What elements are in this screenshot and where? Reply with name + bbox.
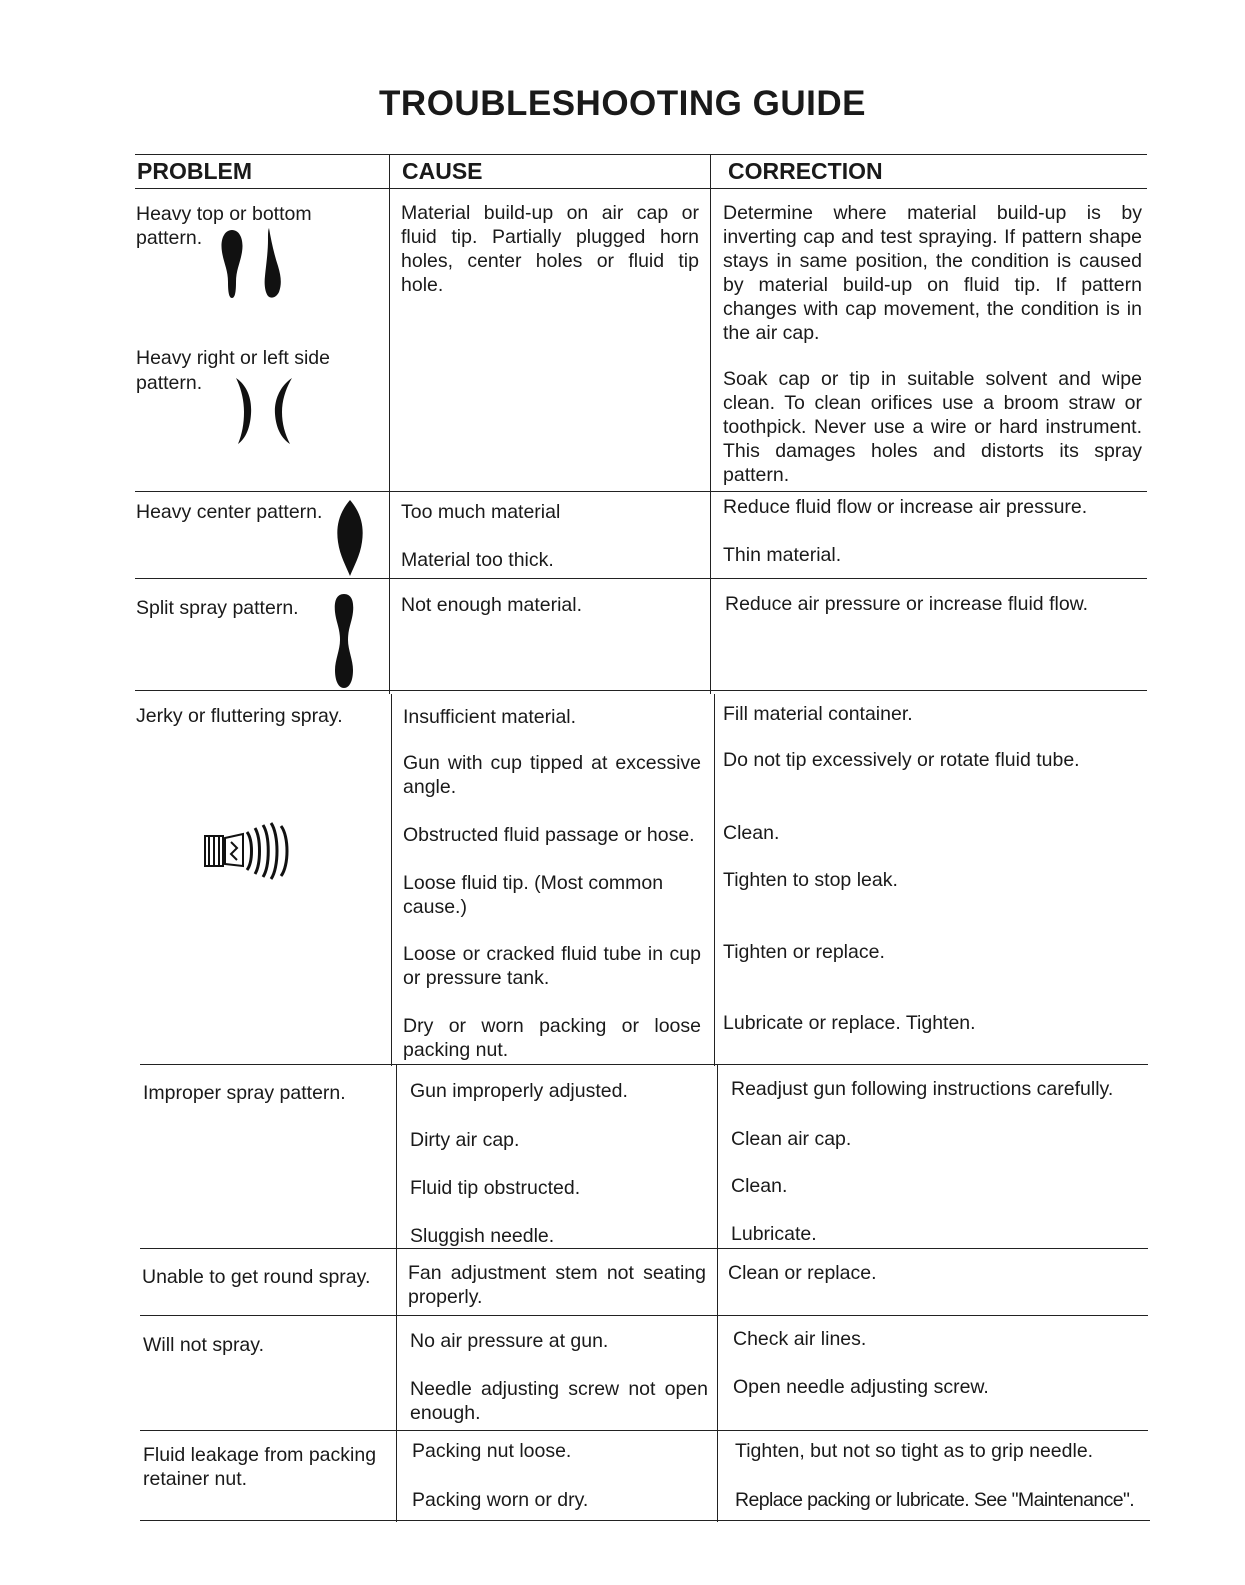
cause-text: Fluid tip obstructed. [410,1177,581,1199]
cause-text: Dry or worn packing or loose packing nut. [403,1015,701,1061]
correction-text: Check air lines. [733,1328,867,1350]
cause-text: Sluggish needle. [410,1225,555,1247]
problem-column-header: PROBLEM [137,158,252,184]
correction-text: Clean. [723,822,780,844]
column-divider [710,154,711,694]
problem-text: pattern. [136,372,203,394]
heavy-top-bottom-pattern-icon [218,226,293,306]
problem-text: Heavy top or bottom [136,203,312,225]
cause-text: Needle adjusting screw not open enough. [410,1378,708,1424]
cause-text: Too much material [401,501,561,523]
correction-text: Fill material container. [723,703,913,725]
correction-text: Open needle adjusting screw. [733,1376,989,1398]
problem-text: Improper spray pattern. [143,1082,346,1104]
correction-text: Tighten, but not so tight as to grip needle. [735,1440,1094,1462]
correction-text: Lubricate or replace. Tighten. [723,1012,976,1034]
header-bottom-rule [135,188,1147,189]
column-divider [391,694,392,1066]
fluttering-spray-icon [203,822,293,880]
cause-column-header: CAUSE [402,158,483,184]
cause-text: Not enough material. [401,594,583,616]
correction-text: Reduce fluid flow or increase air pressure. [723,496,1088,518]
correction-text: Determine where material build-up is by inverting cap and test spraying. If pattern shape stays in same position, the condition is caused by material build-up on fluid tip. If pattern changes with cap movement, the condition is in the air cap. [723,202,1142,344]
cause-text: Insufficient material. [403,706,577,728]
row-divider [140,1064,1148,1065]
column-divider [396,1064,397,1522]
cause-text: Loose or cracked fluid tube in cup or pressure tank. [403,943,701,989]
cause-text: Material build-up on air cap or fluid tip. Partially plugged horn holes, center holes or fluid tip hole. [401,202,699,296]
problem-text: pattern. [136,227,203,249]
cause-text: Material too thick. [401,549,554,571]
problem-text: Will not spray. [143,1334,264,1356]
correction-text: Clean or replace. [728,1262,877,1284]
problem-text: Fluid leakage from packing retainer nut. [143,1444,377,1490]
row-divider [140,1315,1148,1316]
cause-text: Packing worn or dry. [412,1489,589,1511]
column-divider [717,1064,718,1522]
cause-text: Obstructed fluid passage or hose. [403,824,695,846]
row-divider [135,491,1147,492]
heavy-center-pattern-icon [332,498,368,578]
table-top-rule [135,154,1147,155]
correction-text: Do not tip excessively or rotate fluid tube. [723,749,1080,771]
correction-text: Clean. [731,1175,788,1197]
correction-text: Soak cap or tip in suitable solvent and wipe clean. To clean orifices use a broom straw or toothpick. Never use a wire or hard instrument. This damages holes and distorts its spray pattern. [723,368,1142,486]
correction-text: Replace packing or lubricate. See "Maintenance". [735,1489,1135,1511]
problem-text: Heavy right or left side [136,347,331,369]
cause-text: No air pressure at gun. [410,1330,609,1352]
heavy-side-pattern-icon [230,376,300,446]
cause-text: Fan adjustment stem not seating properly. [408,1262,706,1308]
correction-text: Thin material. [723,544,842,566]
column-divider [714,694,715,1066]
cause-text: Loose fluid tip. (Most common cause.) [403,872,664,918]
row-divider [135,690,1147,691]
cause-text: Gun with cup tipped at excessive angle. [403,752,701,798]
page-title: TROUBLESHOOTING GUIDE [379,84,866,123]
row-divider [135,578,1147,579]
column-divider [389,154,390,694]
correction-text: Tighten or replace. [723,941,885,963]
problem-text: Unable to get round spray. [142,1266,371,1288]
split-spray-pattern-icon [330,592,358,690]
problem-text: Split spray pattern. [136,597,299,619]
cause-text: Gun improperly adjusted. [410,1080,628,1102]
correction-text: Reduce air pressure or increase fluid flow. [725,593,1089,615]
correction-text: Clean air cap. [731,1128,852,1150]
row-divider [140,1430,1148,1431]
table-bottom-rule [140,1520,1150,1521]
correction-text: Readjust gun following instructions carefully. [731,1078,1114,1100]
cause-text: Packing nut loose. [412,1440,572,1462]
problem-text: Jerky or fluttering spray. [136,705,343,727]
cause-text: Dirty air cap. [410,1129,520,1151]
correction-column-header: CORRECTION [728,158,883,184]
problem-text: Heavy center pattern. [136,501,323,523]
correction-text: Tighten to stop leak. [723,869,898,891]
correction-text: Lubricate. [731,1223,817,1245]
row-divider [140,1248,1148,1249]
